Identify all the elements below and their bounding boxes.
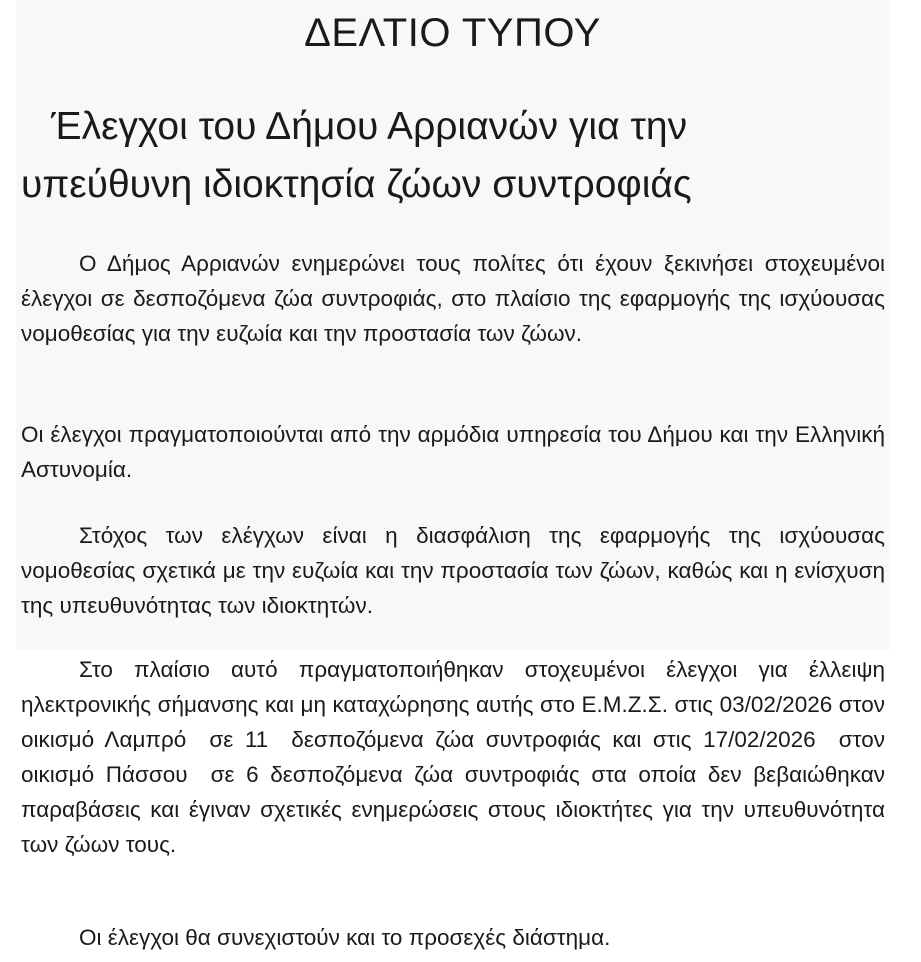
document-title <box>21 98 901 214</box>
document-heading: ΔΕΛΤΙΟ ΤΥΠΟΥ <box>304 11 601 55</box>
paragraph-closing: Οι έλεγχοι θα συνεχιστούν και το προσεχές διάστημα. <box>79 925 611 950</box>
title-line-1: Έλεγχοι του Δήμου Αρριανών για την <box>51 105 688 148</box>
paragraph-announcement: Ο Δήμος Αρριανών ενημερώνει τους πολίτες ότι έχουν ξεκινήσει στοχευμένοι έλεγχοι σε δεσποζόμενα ζώα συντροφιάς, στο πλαίσιο της εφαρμογής της ισχύουσας νομοθεσίας για την ευζωία και την προστασία των ζώων. <box>21 251 885 346</box>
paragraph-inspection-results: Στο πλαίσιο αυτό πραγματοποιήθηκαν στοχευμένοι έλεγχοι για έλλειψη ηλεκτρονικής σήμανσης και μη καταχώρησης αυτής στο Ε.Μ.Ζ.Σ. στις 03/02/2026 στον οικισμό Λαμπρό σε 11 δεσποζόμενα ζώα συντροφιάς και στις 17/02/2026 στον οικισμό Πάσσου σε 6 δεσποζόμενα ζώα συντροφιάς στα οποία δεν βεβαιώθηκαν παραβάσεις και έγιναν σχετικές ενημερώσεις στους ιδιοκτήτες για την υπευθυνότητα των ζώων τους. <box>21 657 892 857</box>
paragraph-objective: Στόχος των ελέγχων είναι η διασφάλιση της εφαρμογής της ισχύουσας νομοθεσίας σχετικά με την ευζωία και την προστασία των ζώων, καθώς και η ενίσχυση της υπευθυνότητας των ιδιοκτητών. <box>21 523 885 618</box>
paragraph-responsible-authorities: Οι έλεγχοι πραγματοποιούνται από την αρμόδια υπηρεσία του Δήμου και την Ελληνική Αστυνομία. <box>21 422 885 482</box>
title-line-2: υπεύθυνη ιδιοκτησία ζώων συντροφιάς <box>21 163 692 206</box>
